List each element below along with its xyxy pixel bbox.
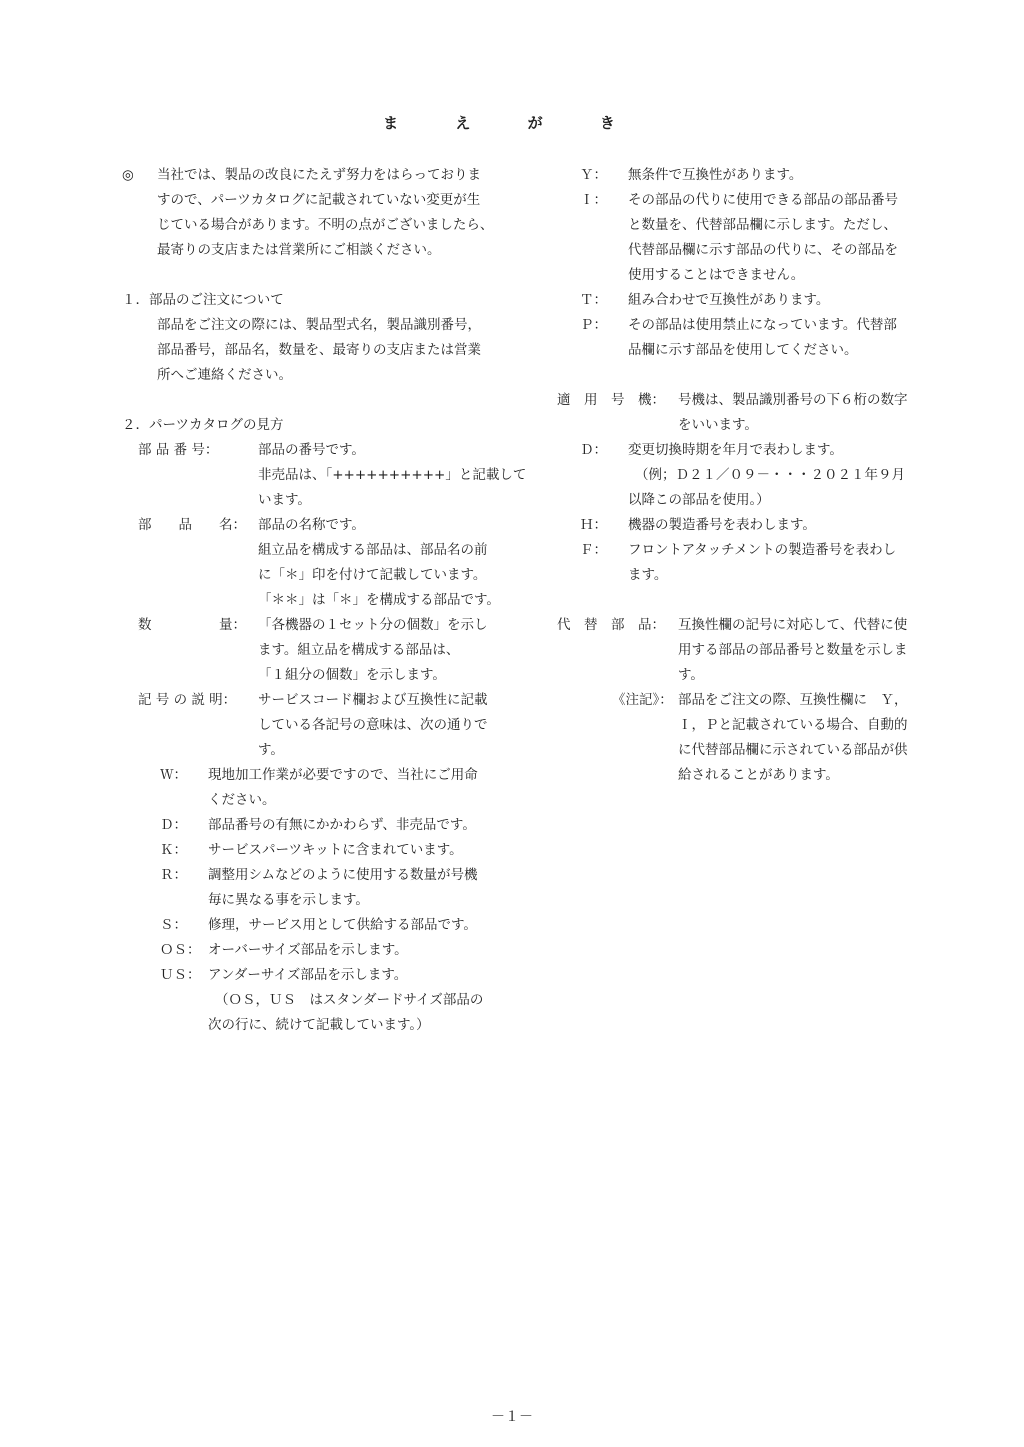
- part-name-line: に「＊」印を付けて記載しています。: [258, 567, 487, 583]
- compat-y-line: 無条件で互換性があります。: [628, 167, 803, 183]
- applicable-line: をいいます。: [678, 417, 758, 433]
- intro-line: 最寄りの支店または営業所にご相談ください。: [157, 242, 441, 258]
- applicable-h: Ｈ：: [580, 517, 607, 533]
- code-os: ＯＳ：: [160, 942, 201, 958]
- code-w-line: 現地加工作業が必要ですので、当社にご用命: [208, 767, 478, 783]
- substitute-line: 用する部品の部品番号と数量を示しま: [678, 642, 908, 658]
- substitute-note-label: 《注記》：: [612, 692, 673, 708]
- applicable-d-line: 変更切換時期を年月で表わします。: [628, 442, 843, 458]
- code-r: Ｒ：: [160, 867, 187, 883]
- code-s-line: 修理，サービス用として供給する部品です。: [208, 917, 477, 933]
- section2-heading: ２．パーツカタログの見方: [122, 417, 284, 433]
- intro-line: じている場合があります。不明の点がございましたら、: [157, 217, 494, 233]
- applicable-h-line: 機器の製造番号を表わします。: [628, 517, 816, 533]
- applicable-f: Ｆ：: [580, 542, 607, 558]
- symbols-line: している各記号の意味は、次の通りで: [258, 717, 488, 733]
- part-name-line: 「＊＊」は「＊」を構成する部品です。: [258, 592, 500, 608]
- compat-t: Ｔ：: [580, 292, 607, 308]
- part-number-label: 部 品 番 号：: [138, 442, 219, 458]
- symbols-label: 記 号 の 説 明：: [138, 692, 237, 708]
- part-number-line: 部品の番号です。: [258, 442, 365, 458]
- applicable-f-line: ます。: [628, 567, 668, 583]
- section1-line: 所へご連絡ください。: [157, 367, 292, 383]
- compat-p: Ｐ：: [580, 317, 607, 333]
- part-number-line: います。: [258, 492, 311, 508]
- code-d: Ｄ：: [160, 817, 187, 833]
- code-k: Ｋ：: [160, 842, 187, 858]
- code-r-line: 毎に異なる事を示します。: [208, 892, 369, 908]
- page-title: ま え が き: [383, 114, 641, 132]
- applicable-d: Ｄ：: [580, 442, 607, 458]
- substitute-note-line: 部品をご注文の際、互換性欄に Ｙ，: [678, 692, 908, 708]
- quantity-line: ます。組立品を構成する部品は、: [258, 642, 460, 658]
- code-w: Ｗ：: [160, 767, 187, 783]
- code-w-line: ください。: [208, 792, 276, 808]
- page-number: －１－: [491, 1409, 533, 1425]
- section1-line: 部品番号，部品名，数量を、最寄りの支店または営業: [157, 342, 481, 358]
- substitute-note-line: Ｉ，Ｐと記載されている場合、自動的: [678, 717, 908, 733]
- applicable-line: 号機は、製品識別番号の下６桁の数字: [678, 392, 908, 408]
- compat-i-line: と数量を、代替部品欄に示します。ただし、: [628, 217, 897, 233]
- part-number-line: 非売品は、「++++++++++」と記載して: [258, 467, 527, 483]
- intro-line: すので、パーツカタログに記載されていない変更が生: [157, 192, 481, 208]
- substitute-label: 代 替 部 品：: [557, 617, 665, 633]
- quantity-line: 「各機器の１セット分の個数」を示し: [258, 617, 488, 633]
- compat-i-line: 使用することはできません。: [628, 267, 805, 283]
- symbols-line: サービスコード欄および互換性に記載: [258, 692, 488, 708]
- substitute-note-line: に代替部品欄に示されている部品が供: [678, 742, 908, 758]
- code-r-line: 調整用シムなどのように使用する数量が号機: [208, 867, 478, 883]
- intro-line: 当社では、製品の改良にたえず努力をはらっておりま: [157, 167, 481, 183]
- code-d-line: 部品番号の有無にかかわらず、非売品です。: [208, 817, 476, 833]
- code-us: ＵＳ：: [160, 967, 201, 983]
- applicable-label: 適 用 号 機：: [557, 392, 665, 408]
- compat-t-line: 組み合わせで互換性があります。: [628, 292, 830, 308]
- part-name-line: 組立品を構成する部品は、部品名の前: [258, 542, 488, 558]
- part-name-line: 部品の名称です。: [258, 517, 365, 533]
- code-us-line: アンダーサイズ部品を示します。: [208, 967, 408, 983]
- compat-i-line: その部品の代りに使用できる部品の部品番号: [628, 192, 898, 208]
- substitute-line: す。: [678, 667, 704, 683]
- compat-i-line: 代替部品欄に示す部品の代りに、その部品を: [628, 242, 898, 258]
- code-s: Ｓ：: [160, 917, 187, 933]
- code-k-line: サービスパーツキットに含まれています。: [208, 842, 463, 858]
- os-us-note: （ＯＳ，ＵＳ はスタンダードサイズ部品の: [215, 992, 484, 1008]
- intro-mark: ◎: [122, 167, 134, 183]
- section1-heading: １．部品のご注文について: [122, 292, 284, 308]
- part-name-label: 部 品 名：: [138, 517, 246, 533]
- quantity-line: 「１組分の個数」を示します。: [258, 667, 446, 683]
- compat-p-line: 品欄に示す部品を使用してください。: [628, 342, 858, 358]
- os-us-note: 次の行に、続けて記載しています。）: [208, 1017, 430, 1033]
- compat-i: Ｉ：: [580, 192, 607, 208]
- compat-y: Ｙ：: [580, 167, 607, 183]
- symbols-line: す。: [258, 742, 284, 758]
- applicable-f-line: フロントアタッチメントの製造番号を表わし: [628, 542, 897, 558]
- code-os-line: オーバーサイズ部品を示します。: [208, 942, 408, 958]
- quantity-label: 数 量：: [138, 617, 246, 633]
- section1-line: 部品をご注文の際には、製品型式名，製品識別番号，: [157, 317, 481, 333]
- applicable-d-line: 以降この部品を使用。）: [628, 492, 770, 508]
- compat-p-line: その部品は使用禁止になっています。代替部: [628, 317, 897, 333]
- substitute-line: 互換性欄の記号に対応して、代替に使: [678, 617, 908, 633]
- substitute-note-line: 給されることがあります。: [678, 767, 839, 783]
- applicable-d-line: （例；Ｄ２１／０９－・・・２０２１年９月: [635, 467, 905, 483]
